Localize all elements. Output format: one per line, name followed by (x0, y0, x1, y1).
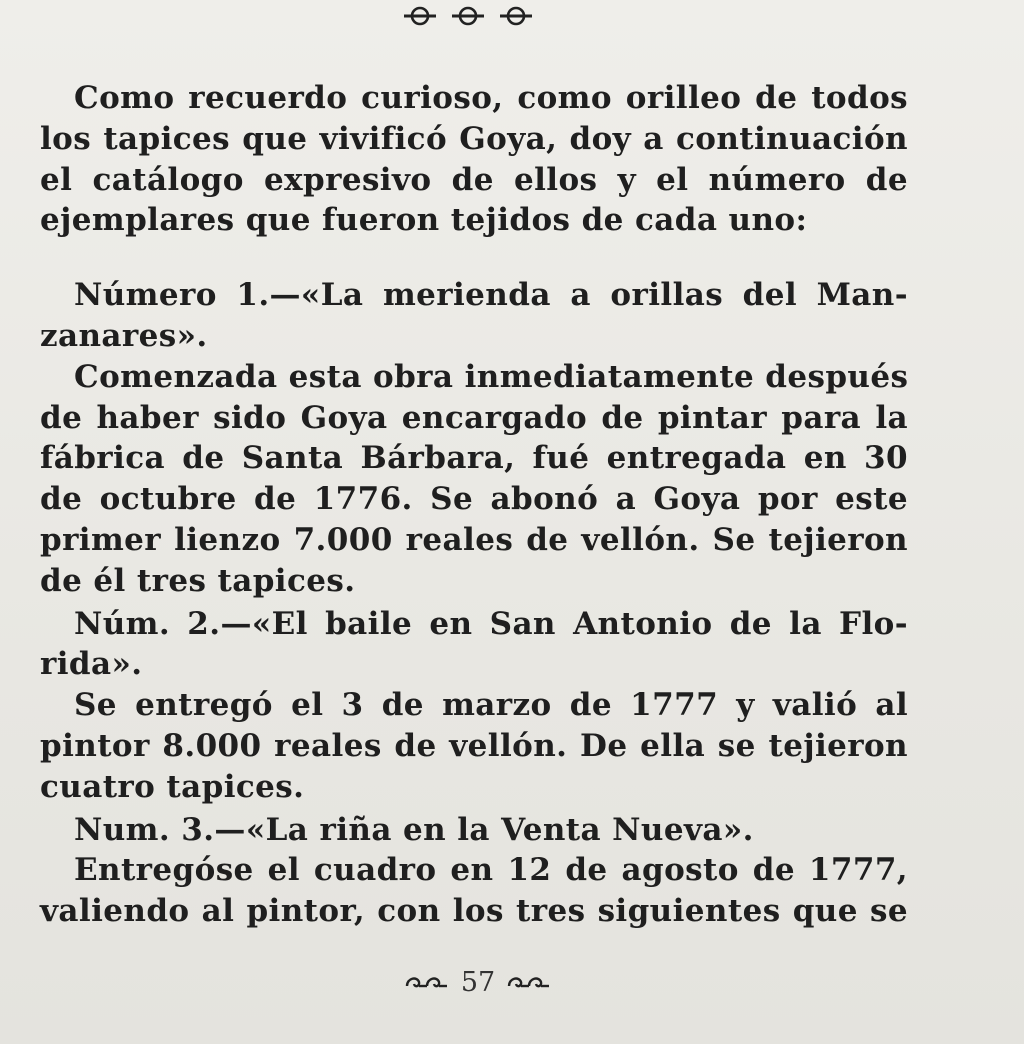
top-ornament-icon (398, 2, 538, 30)
entry-body: de él tres tapices. (40, 562, 356, 599)
entry-body: valiendo al pintor, con los tres siguientes que se (40, 893, 908, 930)
entry-title: rida». (40, 646, 143, 683)
entry-title: zanares». (40, 317, 208, 354)
entry-title: Núm. 2.—«El baile en San Antonio de la Flo- (74, 605, 908, 642)
entry-body: Comenzada esta obra inmediatamente después (74, 358, 909, 395)
entry-body: Entregóse el cuadro en 12 de agosto de 1777, (74, 852, 908, 889)
entry-title: Num. 3.—«La riña en la Venta Nueva». (74, 811, 754, 848)
page-text (40, 78, 908, 932)
paragraph-gap (40, 241, 908, 275)
entry-body: de haber sido Goya encargado de pintar para la (40, 399, 908, 436)
entry-body: fábrica de Santa Bárbara, fué entregada en 30 (40, 440, 908, 477)
page-footer (388, 962, 568, 1002)
page-number: 57 (460, 966, 496, 998)
entry-title: Número 1.—«La merienda a orillas del Man- (74, 277, 908, 314)
entry-body: primer lienzo 7.000 reales de vellón. Se tejieron (40, 521, 908, 558)
wave-ornament-icon (507, 972, 551, 992)
entry-body: pintor 8.000 reales de vellón. De ella se tejieron (40, 727, 908, 764)
intro-line: ejemplares que fueron tejidos de cada uno: (40, 202, 808, 239)
intro-line: el catálogo expresivo de ellos y el número de (40, 161, 908, 198)
entry-body: de octubre de 1776. Se abonó a Goya por este (40, 481, 908, 518)
intro-line: Como recuerdo curioso, como orilleo de todos (74, 80, 908, 116)
entry-body: Se entregó el 3 de marzo de 1777 y valió al (74, 687, 908, 724)
wave-ornament-icon (405, 972, 449, 992)
entry-body: cuatro tapices. (40, 768, 305, 805)
intro-line: los tapices que vivificó Goya, doy a continuación (40, 120, 908, 157)
